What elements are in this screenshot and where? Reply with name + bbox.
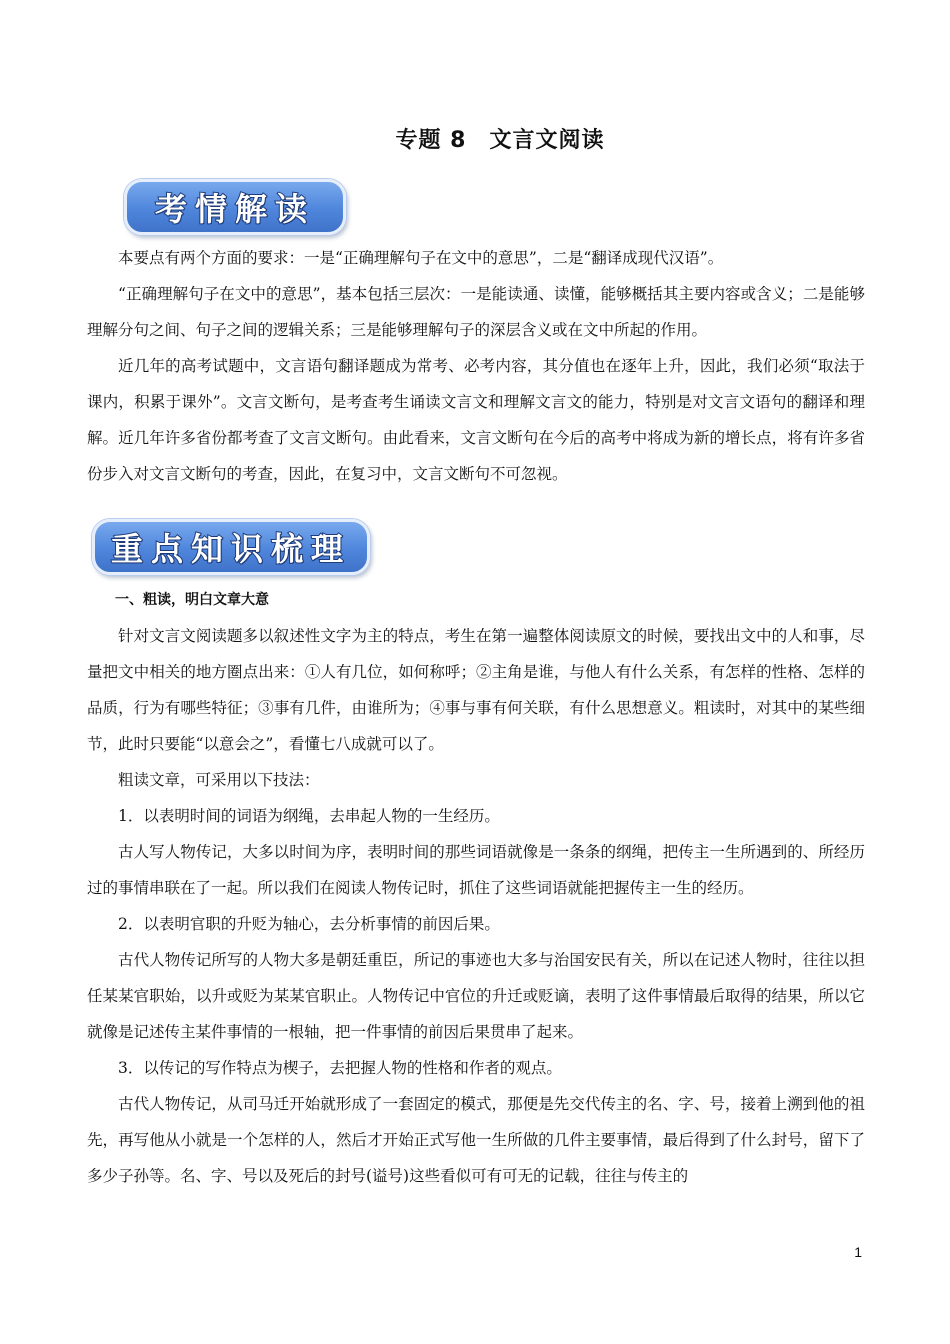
section-exam-analysis bbox=[87, 240, 865, 492]
page-title: 专题 8 文言文阅读 bbox=[395, 128, 605, 153]
banner-exam-analysis bbox=[124, 179, 346, 235]
subheading: 一、粗读，明白文章大意 bbox=[115, 592, 269, 608]
paragraph: “正确理解句子在文中的意思”，基本包括三层次：一是能读通、读懂，能够概括其主要内容或含义；二是能够理解分句之间、句子之间的逻辑关系；三是能够理解句子的深层含义或在文中所起的作用。 bbox=[87, 285, 865, 339]
page-number: 1 bbox=[854, 1244, 862, 1260]
list-item-heading: 2．以表明官职的升贬为轴心，去分析事情的前因后果。 bbox=[118, 915, 500, 933]
paragraph: 古人写人物传记，大多以时间为序，表明时间的那些词语就像是一条条的纲绳，把传主一生所遇到的、所经历过的事情串联在了一起。所以我们在阅读人物传记时，抓住了这些词语就能把握传主一生的经历。 bbox=[87, 843, 865, 897]
paragraph: 古代人物传记，从司马迁开始就形成了一套固定的模式，那便是先交代传主的名、字、号，接着上溯到他的祖先，再写他从小就是一个怎样的人，然后才开始正式写他一生所做的几件主要事情，最后得到了什么封号，留下了多少子孙等。名、字、号以及死后的封号(谥号)这些看似可有可无的记载，往往与传主的 bbox=[87, 1095, 865, 1185]
paragraph: 粗读文章，可采用以下技法： bbox=[118, 771, 320, 789]
list-item-heading: 1．以表明时间的词语为纲绳，去串起人物的一生经历。 bbox=[118, 807, 500, 825]
list-item-heading: 3．以传记的写作特点为楔子，去把握人物的性格和作者的观点。 bbox=[118, 1059, 562, 1077]
paragraph: 古代人物传记所写的人物大多是朝廷重臣，所记的事迹也大多与治国安民有关，所以在记述人物时，往往以担任某某官职始，以升或贬为某某官职止。人物传记中官位的升迁或贬谪，表明了这件事情最后取得的结果，所以它就像是记述传主某件事情的一根轴，把一件事情的前因后果贯串了起来。 bbox=[87, 951, 865, 1041]
paragraph: 近几年的高考试题中，文言语句翻译题成为常考、必考内容，其分值也在逐年上升，因此，我们必须“取法于课内，积累于课外”。文言文断句，是考查考生诵读文言文和理解文言文的能力，特别是对文言文语句的翻译和理解。近几年许多省份都考查了文言文断句。由此看来，文言文断句在今后的高考中将成为新的增长点，将有许多省份步入对文言文断句的考查，因此，在复习中，文言文断句不可忽视。 bbox=[87, 357, 865, 483]
banner-key-knowledge bbox=[92, 519, 370, 575]
paragraph: 本要点有两个方面的要求：一是“正确理解句子在文中的意思”，二是“翻译成现代汉语”。 bbox=[118, 249, 724, 267]
section-key-knowledge bbox=[87, 582, 865, 1194]
banner-label: 考情解读 bbox=[154, 190, 315, 228]
banner-label: 重点知识梳理 bbox=[110, 530, 351, 568]
paragraph: 针对文言文阅读题多以叙述性文字为主的特点，考生在第一遍整体阅读原文的时候，要找出文中的人和事，尽量把文中相关的地方圈点出来：①人有几位，如何称呼；②主角是谁，与他人有什么关系，有怎样的性格、怎样的品质，行为有哪些特征；③事有几件，由谁所为；④事与事有何关联，有什么思想意义。粗读时，对其中的某些细节，此时只要能“以意会之”，看懂七八成就可以了。 bbox=[87, 627, 865, 753]
